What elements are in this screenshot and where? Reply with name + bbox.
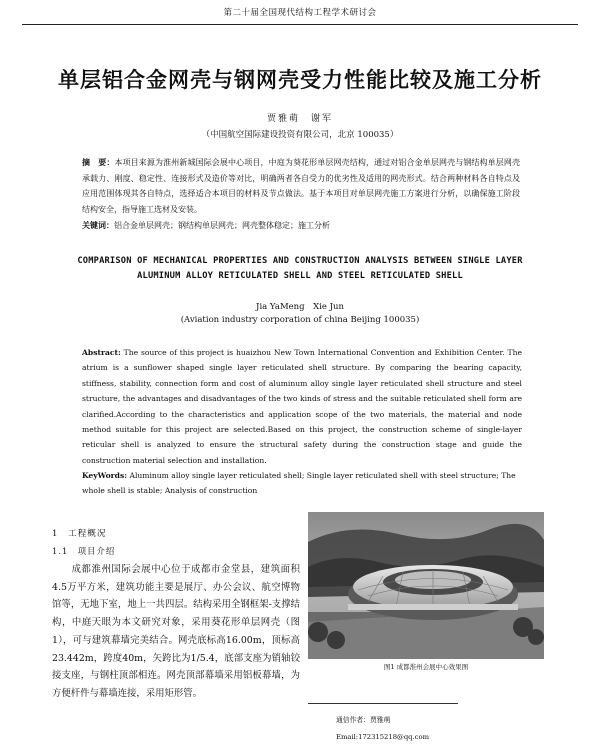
body-paragraph-text: 成都淮州国际会展中心位于成都市金堂县，建筑面积4.5万平方米，建筑功能主要是展厅、办公会议、航空博物馆等，无地下室，地上一共四层。结构采用全钢框架-支撑结构，中庭天眼为本文研究对象，采用葵花形单层网壳（图1），可与建筑幕墙完美结合。网壳底标高16.00m，顶标高23.442m，跨度40m，矢跨比为1/5.4，底部支座为销轴铰接支座，与钢柱顶部相连。网壳顶部幕墙采用铝板幕墙，为方便杆件与幕墙连接，采用矩形管。: [52, 564, 300, 699]
zh-abstract: [82, 155, 520, 217]
english-affiliation: (Aviation industry corporation of china Beijing 100035): [180, 315, 420, 325]
section-heading-1: 1 工程概况: [52, 529, 107, 539]
corresponding-author: 通信作者：贾雅萌: [336, 716, 391, 724]
exhibition-center-rendering: [308, 512, 544, 659]
english-abstract-label: Abstract:: [82, 348, 121, 357]
zh-keywords-label: 关键词：: [82, 220, 114, 230]
authors: 贾雅萌 谢军: [266, 114, 333, 124]
english-keywords: [82, 468, 522, 499]
running-header: 第二十届全国现代结构工程学术研讨会: [223, 8, 377, 18]
figure-1-image: [308, 512, 544, 659]
body-paragraph: [52, 561, 300, 703]
footnote-rule: [308, 703, 458, 704]
author-email: Email:172315218@qq.com: [336, 733, 430, 741]
english-keywords-label: KeyWords:: [82, 471, 128, 480]
english-authors: Jia YaMeng Xie Jun: [256, 302, 344, 312]
section-heading-1-1: 1.1 项目介绍: [52, 546, 116, 556]
english-title-line-1: COMPARISON OF MECHANICAL PROPERTIES AND CONSTRUCTION ANALYSIS BETWEEN SINGLE LAYER: [77, 256, 523, 266]
english-keywords-text: Aluminum alloy single layer reticulated shell; Single layer reticulated shell with steel structure; The whole shell is stable; Analysis of construction: [82, 471, 516, 496]
zh-abstract-label: 摘 要：: [82, 157, 115, 167]
zh-abstract-text: 本项目来源为淮州新城国际会展中心项目，中庭为葵花形单层网壳结构，通过对铝合金单层网壳与钢结构单层网壳承载力、刚度、稳定性、连接形式及造价等对比，明确两者各自受力的优劣性及适用的网壳形式。结合两种材料各自特点及应用范围体现其各自特点，选择适合本项目的材料及节点做法。基于本项目对单层网壳施工方案进行分析，以确保施工阶段结构安全，指导施工选材及安装。: [82, 158, 520, 214]
english-abstract: [82, 345, 522, 468]
affiliation: （中国航空国际建设投资有限公司，北京 100035）: [201, 130, 399, 140]
paper-title: 单层铝合金网壳与钢网壳受力性能比较及施工分析: [58, 68, 542, 92]
header-rule: [22, 24, 578, 25]
zh-keywords: [82, 218, 520, 233]
zh-keywords-text: 铝合金单层网壳；钢结构单层网壳；网壳整体稳定；施工分析: [114, 221, 330, 230]
figure-1-caption: 图1 成都淮州会展中心效果图: [383, 663, 469, 671]
english-title-line-2: ALUMINUM ALLOY RETICULATED SHELL AND STEEL RETICULATED SHELL: [137, 270, 463, 281]
english-abstract-text: The source of this project is huaizhou New Town International Convention and Exhibition Center. The atrium is a sunflower shaped single layer reticulated shell structure. By comparing the bearing capacity, stiffness, stability, connection form and cost of aluminum alloy single layer reticulated shell structure and steel structure, the advantages and disadvantages of the two kinds of stress and the suitable reticulated shell form are clarified.According to the characteristics and application scope of the two materials, the material and node method suitable for this project are selected.Based on this project, the construction scheme of single-layer reticular shell is analyzed to ensure the structural safety during the construction stage and guide the construction material selection and installation.: [82, 348, 522, 465]
english-title: [0, 254, 600, 283]
